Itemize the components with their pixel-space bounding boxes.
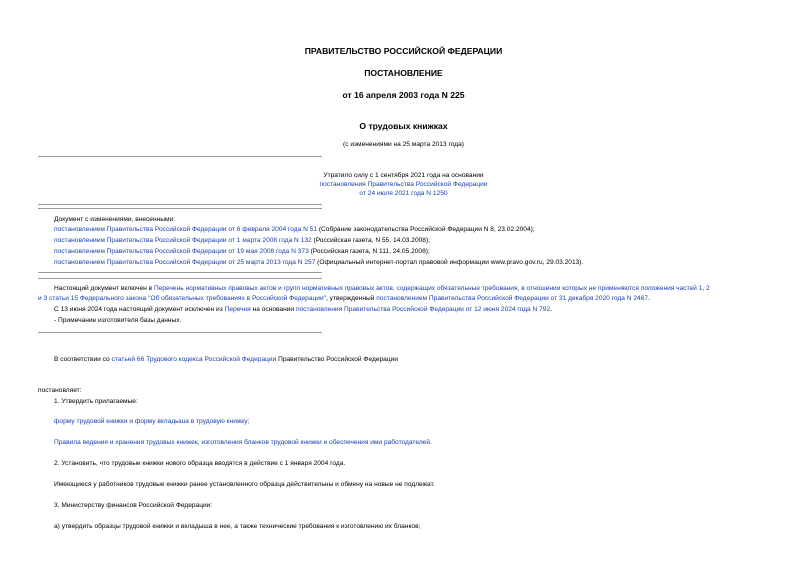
- list-item: [54, 259, 583, 268]
- change-source: (Российская газета, N 111, 24.05.2008);: [308, 248, 430, 255]
- notice-text: .: [648, 295, 650, 302]
- change-source: (Официальный интернет-портал правовой информации www.pravo.gov.ru, 29.03.2013).: [315, 259, 584, 266]
- notice-text: на основании: [250, 306, 296, 313]
- preamble-text: Правительство Российской Федерации: [276, 356, 398, 363]
- notice-paragraph-cont: [38, 295, 650, 304]
- invalidity-link[interactable]: постановления Правительства Российской Федерации: [319, 181, 488, 188]
- preamble: [54, 356, 398, 365]
- doc-date-number: от 16 апреля 2003 года N 225: [342, 90, 465, 100]
- list-item: [54, 248, 430, 257]
- decree-word: постановляет:: [38, 387, 82, 394]
- notice-exclusion: [54, 306, 552, 315]
- divider: [38, 332, 322, 333]
- invalidity-link-date[interactable]: от 24 июля 2021 года N 1250: [359, 190, 448, 197]
- notice-law-link[interactable]: и 3 статьи 15 Федерального закона "Об обязательных требованиях в Российской Федерации": [38, 295, 327, 302]
- form-link[interactable]: форму трудовой книжки и форму вкладыша в трудовую книжку;: [54, 418, 250, 425]
- doc-type-heading: ПОСТАНОВЛЕНИЕ: [364, 68, 443, 78]
- divider: [38, 204, 322, 205]
- divider: [38, 278, 322, 279]
- preamble-text: В соответствии со: [54, 356, 112, 363]
- notice-decree-792-link[interactable]: постановления Правительства Российской Федерации от 12 июня 2024 года N 792: [295, 306, 551, 313]
- rules-link[interactable]: Правила ведения и хранения трудовых книжек, изготовления бланков трудовой книжки и обеспечения ими работодателей.: [54, 439, 432, 446]
- item-2: 2. Установить, что трудовые книжки нового образца вводятся в действие с 1 января 2004 года.: [54, 460, 346, 467]
- notice-text: Настоящий документ включен в: [54, 285, 154, 292]
- change-source: (Российская газета, N 55, 14.03.2008);: [311, 237, 430, 244]
- notice-producer-note: - Примечание изготовителя базы данных.: [54, 317, 182, 324]
- notice-text: С 13 июня 2024 года настоящий документ исключен из: [54, 306, 225, 313]
- change-source: (Собрание законодательства Российской Федерации N 8, 23.02.2004);: [317, 226, 535, 233]
- labor-code-link[interactable]: статьей 66 Трудового кодекса Российской Федерации: [111, 356, 277, 363]
- amendments-note: (с изменениями на 25 марта 2013 года): [343, 141, 464, 148]
- change-link[interactable]: постановлением Правительства Российской Федерации от 1 марта 2008 года N 132: [54, 237, 312, 244]
- changes-intro: Документ с изменениями, внесенными:: [54, 216, 176, 223]
- notice-paragraph: [54, 285, 710, 294]
- item-3a: а) утвердить образцы трудовой книжки и вкладыша в нее, а также технические требования к изготовлению их бланков;: [54, 523, 421, 530]
- notice-text: , утвержденный: [326, 295, 377, 302]
- change-link[interactable]: постановлением Правительства Российской Федерации от 19 мая 2008 года N 373: [54, 248, 309, 255]
- divider: [38, 272, 322, 273]
- change-link[interactable]: постановлением Правительства Российской Федерации от 25 марта 2013 года N 257: [54, 259, 316, 266]
- change-link[interactable]: постановлением Правительства Российской Федерации от 6 февраля 2004 года N 51: [54, 226, 318, 233]
- divider: [38, 208, 322, 209]
- notice-text: .: [550, 306, 552, 313]
- doc-title: О трудовых книжках: [359, 121, 448, 131]
- list-item: [54, 226, 535, 235]
- item-1: 1. Утвердить прилагаемые:: [54, 398, 138, 405]
- notice-decree-link[interactable]: постановлением Правительства Российской Федерации от 31 декабря 2020 года N 2467: [376, 295, 649, 302]
- divider: [38, 156, 322, 157]
- notice-perechen-link[interactable]: Перечня: [224, 306, 251, 313]
- list-item: [54, 237, 430, 246]
- invalidity-line: Утратило силу с 1 сентября 2021 года на основании: [323, 172, 484, 179]
- notice-list-link[interactable]: Перечень нормативных правовых актов и групп нормативных правовых актов, содержащих обязательные требования, в отношении которых не применяются положения частей 1, 2: [153, 285, 710, 292]
- government-heading: ПРАВИТЕЛЬСТВО РОССИЙСКОЙ ФЕДЕРАЦИИ: [304, 46, 503, 56]
- item-3: 3. Министерству финансов Российской Федерации:: [54, 502, 213, 509]
- item-2-note: Имеющиеся у работников трудовые книжки ранее установленного образца действительны и обмену на новые не подлежат.: [54, 481, 435, 488]
